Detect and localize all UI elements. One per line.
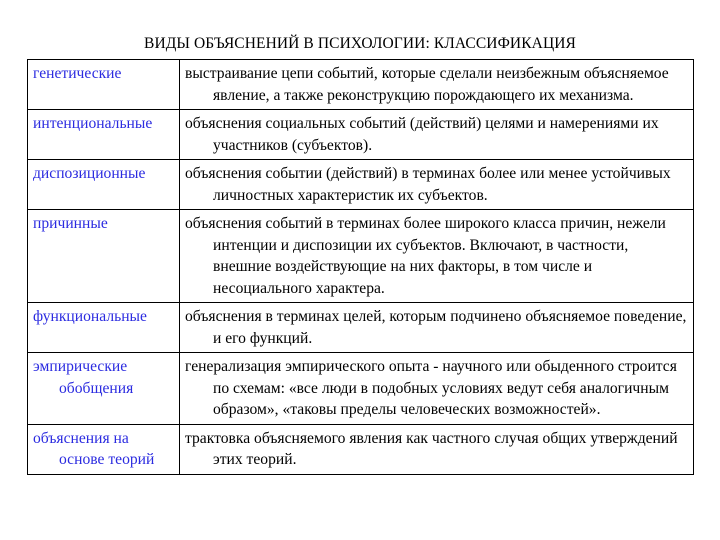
description-dispositional: объяснения событии (действий) в терминах более или менее устойчивых личностных характеристик их субъектов.	[185, 165, 671, 204]
description-intentional: объяснения социальных событий (действий) целями и намерениями их участников (субъектов).	[185, 115, 659, 154]
term-causal: причинные	[33, 215, 108, 232]
term-cell	[28, 160, 180, 210]
description-cell	[180, 60, 694, 110]
description-functional: объяснения в терминах целей, которым подчинено объясняемое поведение, и его функций.	[185, 308, 687, 347]
term-cell	[28, 353, 180, 425]
term-cell	[28, 60, 180, 110]
table-row	[28, 210, 694, 303]
table-row	[28, 60, 694, 110]
description-empirical: генерализация эмпирического опыта - научного или обыденного строится по схемам: «все люди в подобных условиях ведут себя аналогичным образом», «таковы пределы человеческих возможностей».	[185, 358, 677, 418]
term-intentional: интенциональные	[33, 115, 153, 132]
page-title: ВИДЫ ОБЪЯСНЕНИЙ В ПСИХОЛОГИИ: КЛАССИФИКАЦИЯ	[144, 35, 576, 52]
description-cell	[180, 210, 694, 303]
term-dispositional: диспозиционные	[33, 165, 146, 182]
term-theory-based: объяснения на основе теорий	[33, 429, 155, 468]
term-cell	[28, 110, 180, 160]
description-theory-based: трактовка объясняемого явления как частного случая общих утверждений этих теорий.	[185, 429, 678, 468]
term-cell	[28, 303, 180, 353]
table-row	[28, 353, 694, 425]
description-cell	[180, 353, 694, 425]
description-causal: объяснения событий в терминах более широкого класса причин, нежели интенции и диспозиции их субъектов. Включают, в частности, внешние воздействующие на них факторы, в том числе и несоциального характера.	[185, 215, 666, 297]
description-cell	[180, 160, 694, 210]
term-empirical: эмпирические обобщения	[33, 358, 134, 397]
description-cell	[180, 110, 694, 160]
classification-table	[27, 59, 694, 475]
table-row	[28, 424, 694, 474]
description-cell	[180, 424, 694, 474]
table-row	[28, 303, 694, 353]
table-row	[28, 160, 694, 210]
term-genetic: генетические	[33, 65, 122, 82]
description-genetic: выстраивание цепи событий, которые сделали неизбежным объясняемое явление, а также реконструкцию порождающего их механизма.	[185, 65, 669, 104]
description-cell	[180, 303, 694, 353]
term-functional: функциональные	[33, 308, 147, 325]
table-row	[28, 110, 694, 160]
term-cell	[28, 424, 180, 474]
term-cell	[28, 210, 180, 303]
